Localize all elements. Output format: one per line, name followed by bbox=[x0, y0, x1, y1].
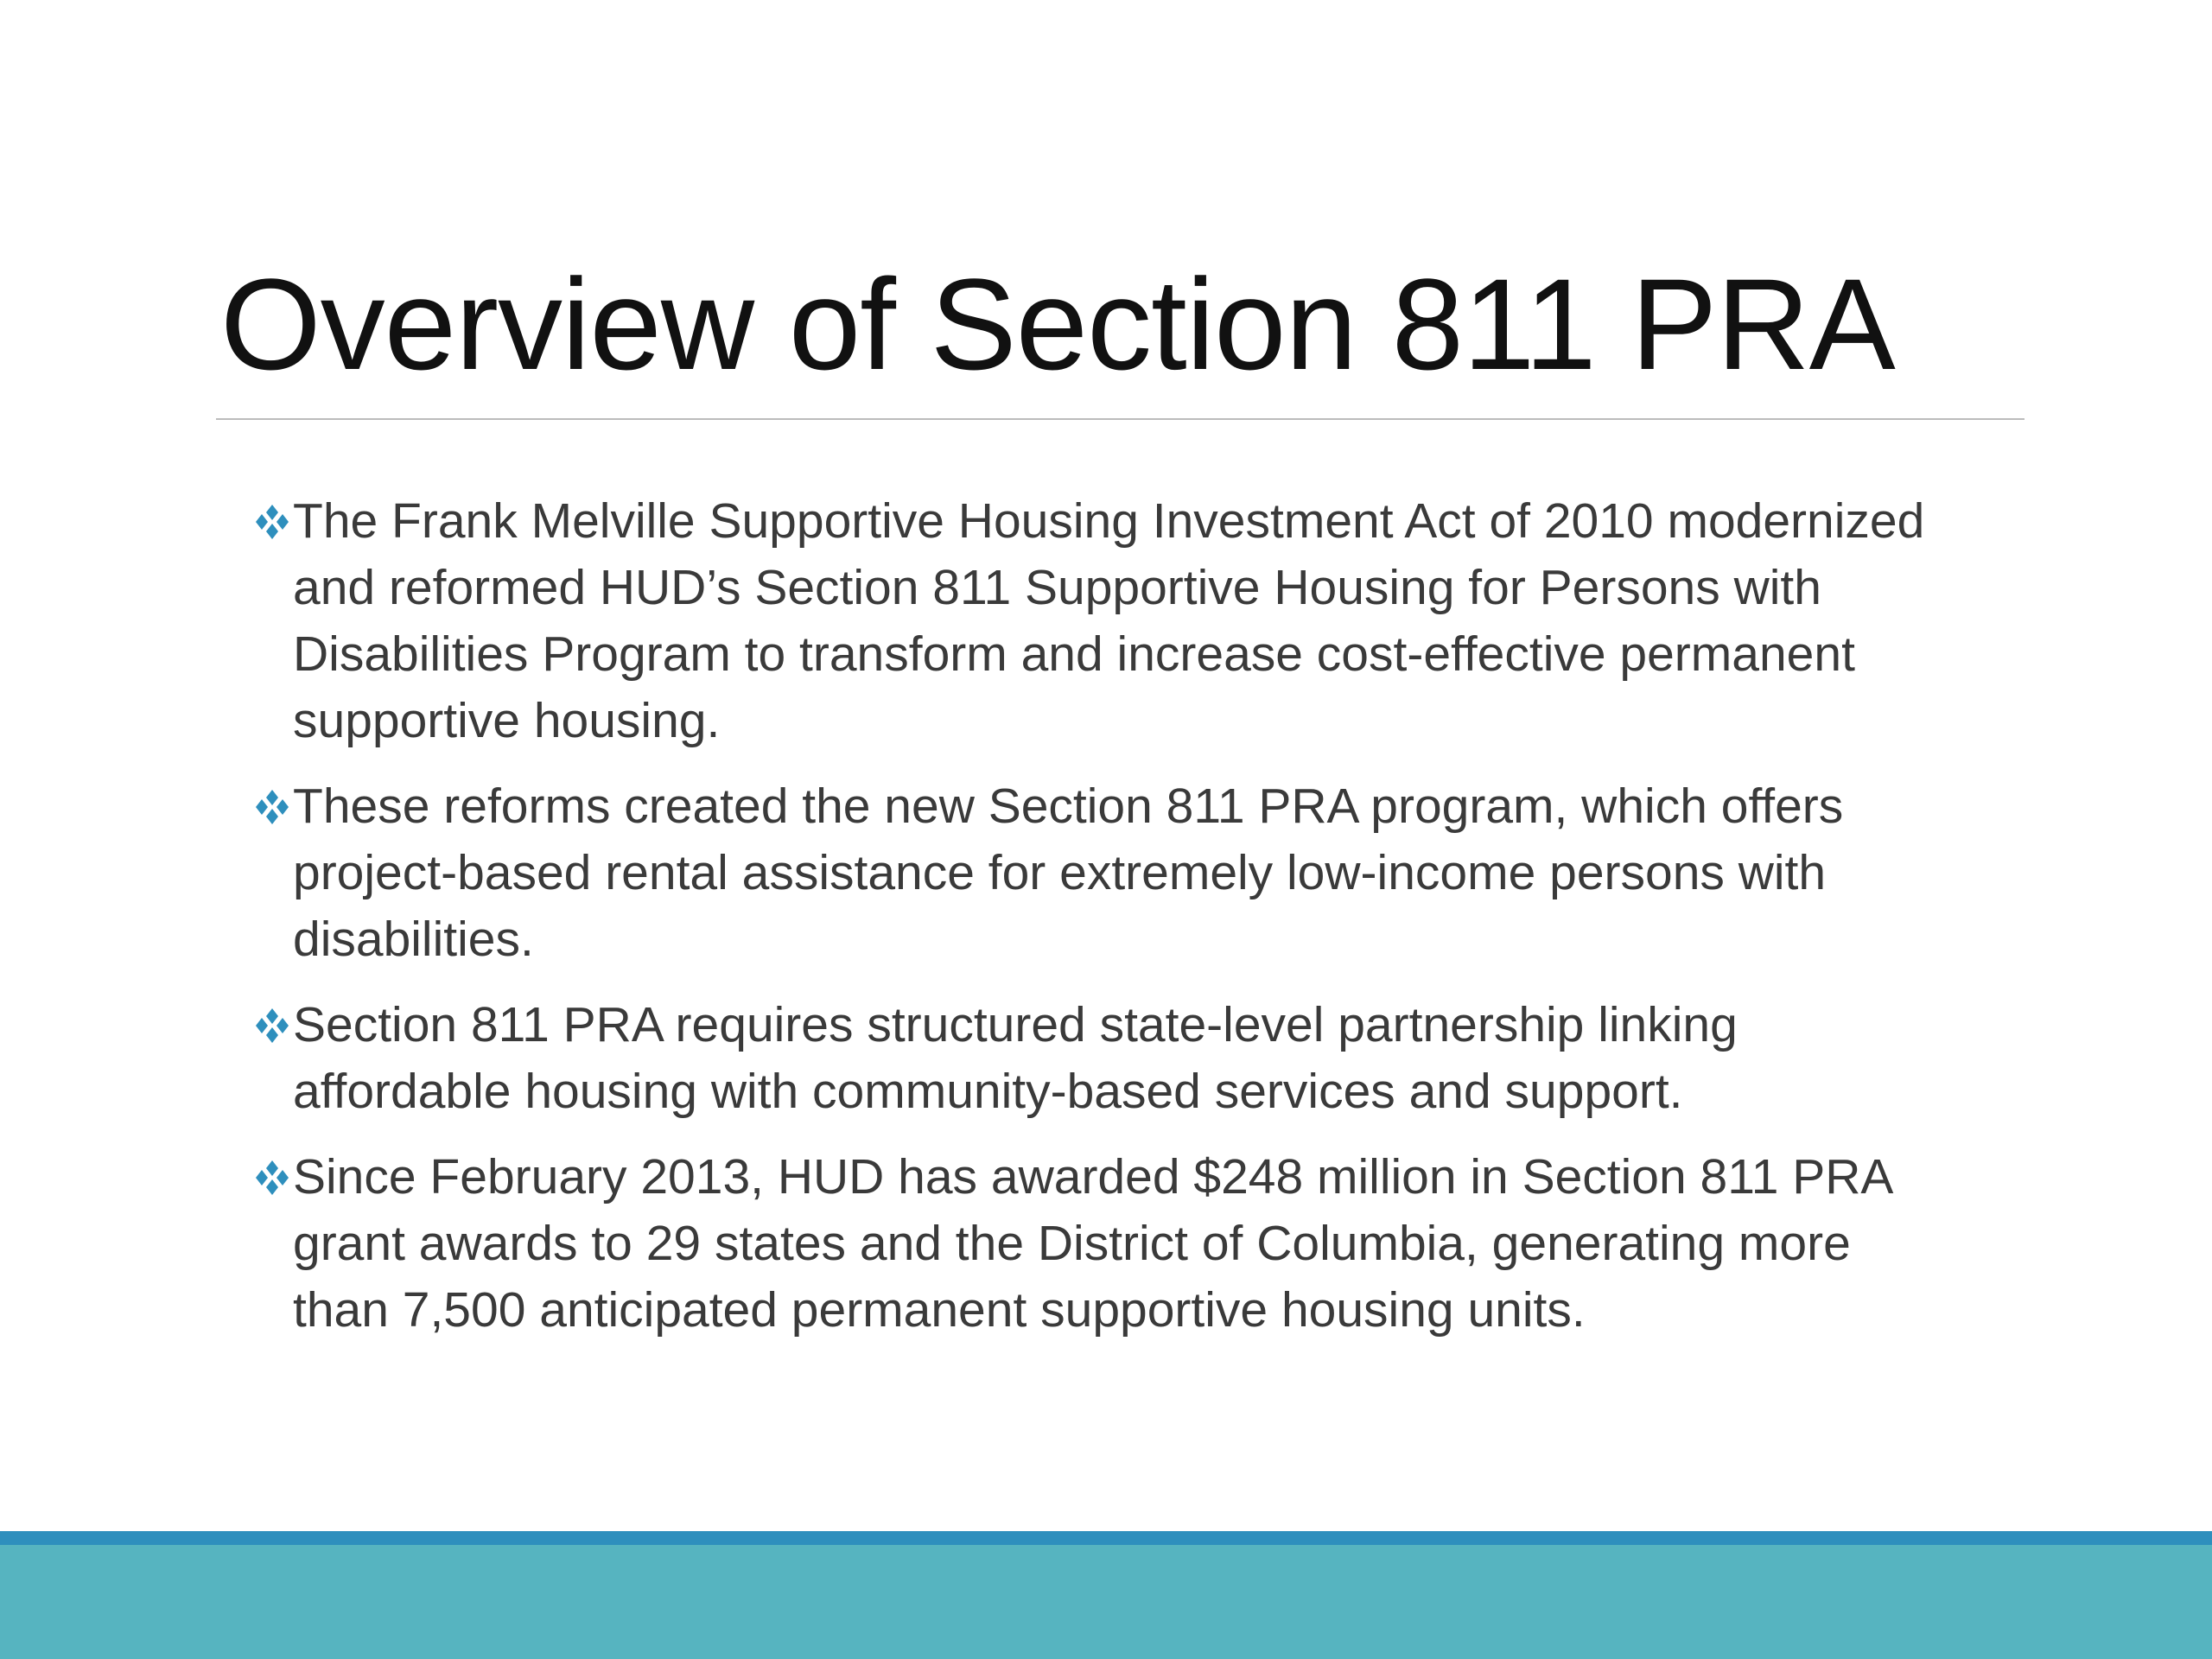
title-divider bbox=[216, 418, 2024, 420]
bullet-text: The Frank Melville Supportive Housing Investment Act of 2010 modernized and reformed HUD’s Section 811 Supportive Housing for Persons with Disabilities Program to transform and increase cost-effective permanent supportive housing. bbox=[293, 493, 1925, 748]
bullet-item bbox=[251, 992, 1927, 1125]
bullet-item bbox=[251, 488, 1927, 754]
footer-band bbox=[0, 1545, 2212, 1659]
bullet-text: These reforms created the new Section 811 PRA program, which offers project-based rental assistance for extremely low-income persons with disabilities. bbox=[293, 779, 1844, 967]
four-diamond-bullet-icon bbox=[251, 1159, 294, 1197]
bullet-item bbox=[251, 1144, 1927, 1344]
four-diamond-bullet-icon bbox=[251, 1007, 294, 1045]
bullet-list bbox=[251, 488, 1927, 1363]
footer-accent-line bbox=[0, 1531, 2212, 1545]
four-diamond-bullet-icon bbox=[251, 788, 294, 826]
bullet-text: Since February 2013, HUD has awarded $248 million in Section 811 PRA grant awards to 29 states and the District of Columbia, generating more than 7,500 anticipated permanent supportive housing units. bbox=[293, 1149, 1891, 1338]
four-diamond-bullet-icon bbox=[251, 503, 294, 541]
bullet-item bbox=[251, 773, 1927, 973]
slide-title: Overview of Section 811 PRA bbox=[220, 251, 1895, 397]
bullet-text: Section 811 PRA requires structured state-level partnership linking affordable housing with community-based services and support. bbox=[293, 997, 1738, 1119]
